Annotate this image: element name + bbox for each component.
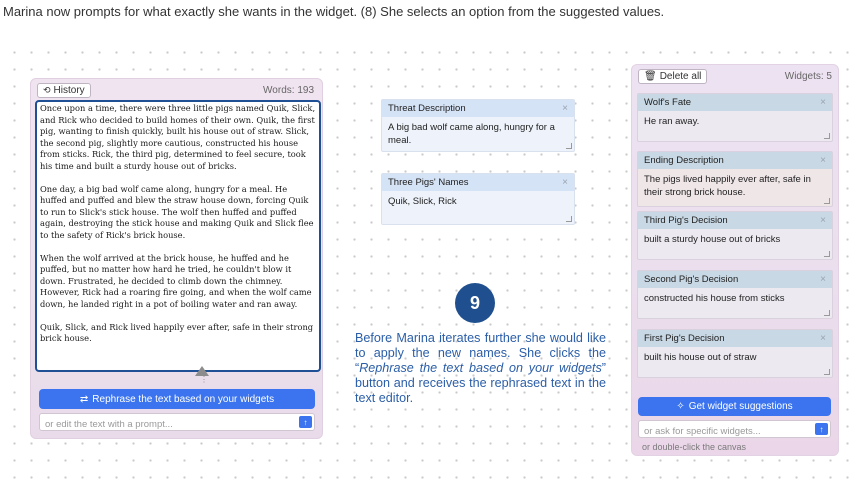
edit-prompt-row bbox=[39, 413, 315, 431]
close-icon[interactable]: × bbox=[820, 333, 826, 344]
widget-count: Widgets: 5 bbox=[784, 71, 832, 82]
widgets-panel bbox=[631, 64, 839, 456]
delete-all-button[interactable] bbox=[638, 69, 707, 84]
resize-corner-icon[interactable] bbox=[824, 369, 830, 375]
widget-header bbox=[638, 212, 832, 229]
suggest-label: Get widget suggestions bbox=[688, 401, 793, 412]
step-text-before: Before Marina iterates further she would like to apply the new names. She clicks the “ bbox=[355, 331, 606, 375]
floating-widget-threat[interactable] bbox=[381, 99, 575, 152]
widget-card[interactable] bbox=[637, 93, 833, 142]
widget-header bbox=[638, 94, 832, 111]
close-icon[interactable]: × bbox=[820, 155, 826, 166]
close-icon[interactable]: × bbox=[820, 215, 826, 226]
send-prompt-button[interactable] bbox=[299, 416, 312, 428]
widget-header bbox=[638, 330, 832, 347]
history-icon: ⟲ bbox=[43, 85, 51, 95]
delete-all-label: Delete all bbox=[659, 71, 702, 82]
get-widget-suggestions-button[interactable] bbox=[638, 397, 831, 416]
story-paragraph: When the wolf arrived at the brick house, he huffed and he puffed, but no matter how hard he tried, he couldn't blow it down. Frustrated, he decided to climb down the chimney. However, Rick had a roaring fire going, and when the wolf came down, he landed right in a pot of boiling water and ran away. bbox=[40, 252, 312, 309]
resize-corner-icon[interactable] bbox=[824, 251, 830, 257]
widget-title: First Pig's Decision bbox=[644, 333, 725, 344]
step-number-badge: 9 bbox=[455, 283, 495, 323]
widget-title: Second Pig's Decision bbox=[644, 274, 739, 285]
widget-header bbox=[382, 100, 574, 117]
history-label: History bbox=[53, 85, 85, 96]
widget-title: Threat Description bbox=[388, 103, 466, 114]
widget-header bbox=[382, 174, 574, 191]
close-icon[interactable]: × bbox=[820, 97, 826, 108]
story-paragraph: Once upon a time, there were three little pigs named Quik, Slick, and Rick who decided to build homes of their own. Quik, the first pig, wanting to finish quickly, built his house out of straw. Slick, the second pig, slightly more cautious, constructed his house from sticks. Rick, the third pig, determined to feel secure, took his time and built a sturdy house out of bricks. bbox=[40, 103, 316, 171]
resize-corner-icon[interactable] bbox=[824, 310, 830, 316]
trash-icon: 🗑︎ bbox=[644, 71, 657, 82]
widget-title: Ending Description bbox=[644, 155, 724, 166]
step-description bbox=[355, 331, 606, 406]
send-arrow-icon: ↑ bbox=[303, 417, 308, 427]
step-text-emphasis: Rephrase the text based on your widgets bbox=[359, 361, 602, 375]
floating-widget-names[interactable] bbox=[381, 173, 575, 225]
history-button[interactable] bbox=[37, 83, 91, 98]
widget-value[interactable]: A big bad wolf came along, hungry for a meal. bbox=[388, 122, 555, 146]
widget-value[interactable]: The pigs lived happily ever after, safe in their strong brick house. bbox=[644, 174, 811, 198]
sparkle-icon: ✧ bbox=[676, 401, 685, 412]
rephrase-button[interactable] bbox=[39, 389, 315, 409]
close-icon[interactable]: × bbox=[562, 103, 568, 114]
resize-corner-icon[interactable] bbox=[566, 216, 572, 222]
widget-title: Three Pigs' Names bbox=[388, 177, 469, 188]
widget-value[interactable]: Quik, Slick, Rick bbox=[388, 196, 457, 207]
rephrase-icon: ⇄ bbox=[79, 393, 89, 405]
widget-value[interactable]: constructed his house from sticks bbox=[644, 293, 785, 304]
resize-corner-icon[interactable] bbox=[566, 143, 572, 149]
story-paragraph: Quik, Slick, and Rick lived happily ever after, safe in their strong brick house. bbox=[40, 321, 314, 343]
widget-header bbox=[638, 152, 832, 169]
rephrase-label: Rephrase the text based on your widgets bbox=[92, 393, 275, 405]
ask-widgets-row bbox=[638, 420, 831, 438]
close-icon[interactable]: × bbox=[562, 177, 568, 188]
send-ask-button[interactable] bbox=[815, 423, 828, 435]
text-editor-panel bbox=[30, 78, 323, 439]
double-click-hint: or double-click the canvas bbox=[642, 442, 747, 452]
ask-widgets-input[interactable] bbox=[639, 424, 809, 440]
story-text-area[interactable] bbox=[35, 100, 321, 372]
figure-caption: Marina now prompts for what exactly she wants in the widget. (8) She selects an option from the suggested values. bbox=[3, 4, 665, 19]
send-arrow-icon: ↑ bbox=[819, 424, 824, 434]
word-count: Words: 193 bbox=[263, 85, 314, 96]
step-text-after: ” button and receives the rephrased text in the text editor. bbox=[355, 361, 606, 405]
widget-card[interactable] bbox=[637, 211, 833, 260]
widget-card[interactable] bbox=[637, 329, 833, 378]
story-paragraph: One day, a big bad wolf came along, hungry for a meal. He huffed and puffed and blew the straw house down, forcing Quik to run to Slick's stick house. The wolf then huffed and puffed again, destroying the stick house and making Quik and Slick flee to the safety of Rick's brick house. bbox=[40, 183, 314, 240]
close-icon[interactable]: × bbox=[820, 274, 826, 285]
resize-handle-icon[interactable]: ⋮ bbox=[200, 375, 208, 384]
widget-card[interactable] bbox=[637, 270, 833, 319]
widget-title: Third Pig's Decision bbox=[644, 215, 728, 226]
widget-value[interactable]: He ran away. bbox=[644, 116, 700, 127]
resize-corner-icon[interactable] bbox=[824, 198, 830, 204]
widget-value[interactable]: built a sturdy house out of bricks bbox=[644, 234, 781, 245]
widget-value[interactable]: built his house out of straw bbox=[644, 352, 757, 363]
edit-prompt-input[interactable] bbox=[40, 417, 290, 433]
widget-card[interactable] bbox=[637, 151, 833, 207]
widget-header bbox=[638, 271, 832, 288]
widget-title: Wolf's Fate bbox=[644, 97, 692, 108]
resize-corner-icon[interactable] bbox=[824, 133, 830, 139]
